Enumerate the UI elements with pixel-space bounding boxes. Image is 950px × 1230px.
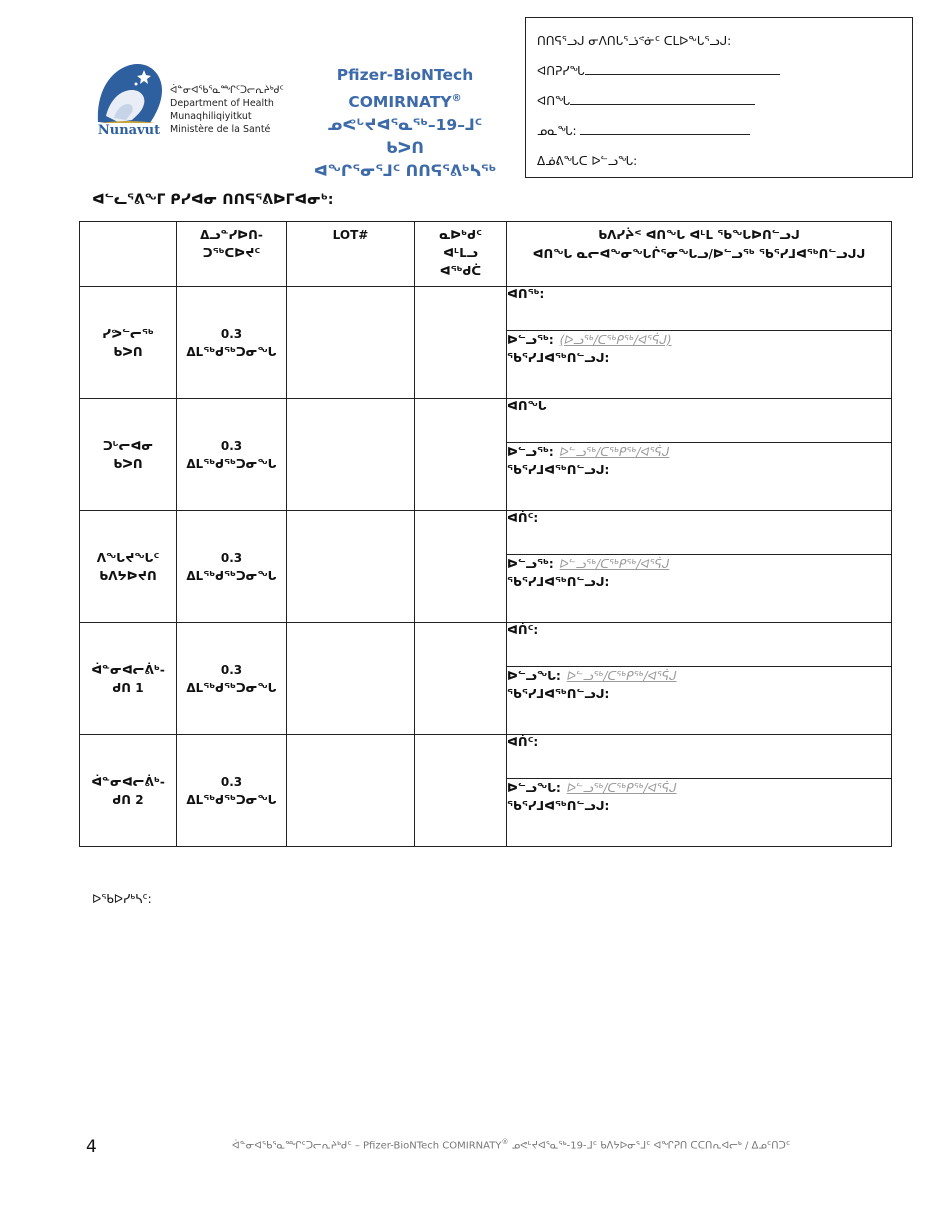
date-label: ᐅᓪᓗᖅ: <box>507 557 554 571</box>
arm-site-cell[interactable] <box>415 287 507 399</box>
provider-signature-cell[interactable] <box>507 735 892 779</box>
info-box-header: ᑎᑎᕋᕐᓗᒍ ᓂᐱᑎᒐᕐᓘᕝᓃᑦ ᑕᒪᐅᖕᒐᕐᓗᒍ: <box>537 34 732 48</box>
date-format-hint: ᐅᓪᓗᖅ/ᑕᖅᑭᖅ/ᐊᕐᕌᒍ <box>559 445 670 459</box>
dose-amount-value: 0.3 <box>220 774 243 789</box>
dose-amount-value: 0.3 <box>220 662 243 677</box>
dose-amount-unit: ᐃᒪᖅᑯᖅᑐᓂᖓ <box>186 792 277 807</box>
header-arm-line-1: ᓇᐅᒃᑯᑦ <box>439 228 482 242</box>
notes-label: ᐅᖃᐅᓯᒃᓴᑦ: <box>92 892 152 906</box>
header-provider <box>507 222 892 287</box>
dose-amount-value: 0.3 <box>220 326 243 341</box>
page-number: 4 <box>86 1137 97 1157</box>
date-time-cell[interactable] <box>507 667 892 735</box>
dose-amount-unit: ᐃᒪᖅᑯᖅᑐᓂᖓ <box>186 344 277 359</box>
header-arm-line-3: ᐊᖅᑯᑖ <box>439 264 482 278</box>
provider-signature-label: ᐊᑏᑦ: <box>507 735 539 749</box>
department-name-inuktitut: ᐋᓐᓂᐊᖃᕐᓇᙱᑦᑐᓕᕆᔨᒃᑯᑦ <box>170 85 284 96</box>
dose-name-line-2: ᑲᐳᑎ <box>113 344 143 359</box>
birth-date-label: ᐃᓅᕕᖓᑕ ᐅᓪᓗᖓ: <box>537 154 638 168</box>
date-label: ᐅᓪᓗᖅ: <box>507 445 554 459</box>
time-label: ᖃᕐᓯᒧᐊᖅᑎᓪᓗᒍ: <box>507 575 610 589</box>
provider-signature-label: ᐊᑏᑦ: <box>507 623 539 637</box>
dose-name-cell <box>80 287 177 399</box>
dose-name-line-2: ᑲᐳᑎ <box>113 456 143 471</box>
date-label: ᐅᓪᓗᖅ: <box>507 333 554 347</box>
arm-site-cell[interactable] <box>415 735 507 847</box>
department-name <box>170 84 284 136</box>
dose-amount-unit: ᐃᒪᖅᑯᖅᑐᓂᖓ <box>186 568 277 583</box>
date-time-cell[interactable] <box>507 779 892 847</box>
dose-amount-cell <box>177 287 287 399</box>
document-title <box>310 64 500 183</box>
provider-signature-label: ᐊᑎᖓ <box>507 399 547 413</box>
date-format-hint: ᐅᓪᓗᖅ/ᑕᖅᑭᖅ/ᐊᕐᕌᒍ <box>566 781 677 795</box>
vaccination-record-table <box>79 221 892 847</box>
dose-amount-cell <box>177 735 287 847</box>
time-label: ᖃᕐᓯᒧᐊᖅᑎᓪᓗᒍ: <box>507 687 610 701</box>
dose-name-cell <box>80 623 177 735</box>
lot-number-cell[interactable] <box>287 735 415 847</box>
footer-text-start: ᐋᓐᓂᐊᖃᕐᓇᙱᑦᑐᓕᕆᔨᒃᑯᑦ – Pfizer-BioNTech COMIRNATY <box>232 1140 502 1152</box>
table-row <box>80 623 892 667</box>
table-row <box>80 287 892 331</box>
registered-mark: ® <box>451 93 462 104</box>
lot-number-cell[interactable] <box>287 287 415 399</box>
title-line-4: ᐊᖏᕐᓂᕐᒧᑦ ᑎᑎᕋᕐᕕᒃᓴᖅ <box>313 162 497 181</box>
time-label: ᖃᕐᓯᒧᐊᖅᑎᓪᓗᒍ: <box>507 799 610 813</box>
date-format-hint: (ᐅᓗᖅ/ᑕᖅᑭᖅ/ᐊᕐᕌᒍ) <box>559 333 672 347</box>
table-row <box>80 735 892 779</box>
date-line <box>507 443 891 461</box>
date-line <box>507 779 891 797</box>
table-row <box>80 399 892 443</box>
dose-name-line-2: ᑲᐱᔭᐅᔪᑎ <box>99 568 157 583</box>
date-line <box>507 555 891 573</box>
department-name-inuinnaqtun: Munaqhiliqiyitkut <box>170 111 252 122</box>
last-name-field[interactable] <box>537 56 901 86</box>
time-label: ᖃᕐᓯᒧᐊᖅᑎᓪᓗᒍ: <box>507 351 610 365</box>
dose-name-line-1: ᓯᕗᓪᓕᖅ <box>102 326 154 341</box>
lot-number-cell[interactable] <box>287 399 415 511</box>
dose-name-line-1: ᑐᒡᓕᐊᓂ <box>102 438 154 453</box>
dose-amount-value: 0.3 <box>220 550 243 565</box>
time-label: ᖃᕐᓯᒧᐊᖅᑎᓪᓗᒍ: <box>507 463 610 477</box>
department-name-french: Ministère de la Santé <box>170 124 271 135</box>
dose-name-line-1: ᐋᓐᓂᐊᓕᕖᒃ- <box>91 662 165 677</box>
department-name-english: Department of Health <box>170 98 274 109</box>
dose-amount-unit: ᐃᒪᖅᑯᖅᑐᓂᖓ <box>186 456 277 471</box>
date-line <box>507 667 891 685</box>
header-blank <box>80 222 177 287</box>
first-name-label: ᐊᑎᖓ <box>537 94 571 108</box>
date-line <box>507 331 891 349</box>
dose-name-line-1: ᐱᖓᔪᖓᑦ <box>96 550 160 565</box>
dose-amount-cell <box>177 623 287 735</box>
table-header-row <box>80 222 892 287</box>
footer-text <box>232 1138 790 1151</box>
provider-signature-label: ᐊᑎᖅ: <box>507 287 545 301</box>
dose-name-cell <box>80 399 177 511</box>
arm-site-cell[interactable] <box>415 399 507 511</box>
dose-name-cell <box>80 511 177 623</box>
provider-signature-cell[interactable] <box>507 511 892 555</box>
dose-name-line-1: ᐋᓐᓂᐊᓕᕖᒃ- <box>91 774 165 789</box>
community-label: ᓄᓇᖓ: <box>537 124 581 138</box>
date-label: ᐅᓪᓗᖓ: <box>507 669 561 683</box>
title-line-3: ᓄᕙᒡᔪᐊᕐᓇᖅ–19–ᒧᑦ ᑲᐳᑎ <box>327 116 483 158</box>
provider-signature-cell[interactable] <box>507 399 892 443</box>
header-dose-amount: ᐃᓗᓐᓯᐅᑎ-ᑐᖅᑕᐅᔪᑦ <box>177 222 287 287</box>
community-line[interactable] <box>580 120 750 135</box>
date-time-cell[interactable] <box>507 443 892 511</box>
dose-amount-cell <box>177 399 287 511</box>
title-product: COMIRNATY <box>348 93 452 112</box>
provider-signature-cell[interactable] <box>507 623 892 667</box>
last-name-line[interactable] <box>585 60 780 75</box>
title-line-2 <box>310 87 500 114</box>
header-arm <box>415 222 507 287</box>
first-name-field[interactable] <box>537 86 901 116</box>
logo-wordmark: Nunavut <box>94 123 164 138</box>
dose-name-line-2: ᑯᑎ 2 <box>112 792 144 807</box>
date-time-cell[interactable] <box>507 331 892 399</box>
title-line-1: Pfizer-BioNTech <box>336 66 474 84</box>
table-body <box>80 287 892 847</box>
header-arm-line-2: ᐊᒻᒪᓗ <box>443 246 478 260</box>
last-name-label: ᐊᑎᕈᓯᖓ <box>537 64 585 78</box>
header-provider-line-2: ᐊᑎᖓ ᓇᓕᐊᖕᓂᖓᒌᕐᓂᖓᓗ/ᐅᓪᓗᖅ ᖃᕐᓯᒧᐊᖅᑎᓪᓗᒍᒍ <box>532 247 866 261</box>
dose-name-line-2: ᑯᑎ 1 <box>112 680 144 695</box>
header-provider-line-1: ᑲᐱᓯᔩᑉ ᐊᑎᖓ ᐊᒻᒪ ᖃᖓᐅᑎᓪᓗᒍ <box>598 228 800 242</box>
section-heading: ᐊᓪᓚᕐᕕᖕᒥ ᑭᓯᐊᓂ ᑎᑎᕋᕐᕕᐅᒥᐊᓂᒃ: <box>92 192 334 208</box>
arm-site-cell[interactable] <box>415 511 507 623</box>
date-format-hint: ᐅᓪᓗᖅ/ᑕᖅᑭᖅ/ᐊᕐᕌᒍ <box>559 557 670 571</box>
lot-number-cell[interactable] <box>287 623 415 735</box>
dose-name-cell <box>80 735 177 847</box>
header-lot: LOT# <box>287 222 415 287</box>
footer-registered-mark: ® <box>501 1138 509 1146</box>
first-name-line[interactable] <box>570 90 755 105</box>
dose-amount-cell <box>177 511 287 623</box>
arm-site-cell[interactable] <box>415 623 507 735</box>
provider-signature-cell[interactable] <box>507 287 892 331</box>
provider-signature-label: ᐊᑏᑦ: <box>507 511 539 525</box>
date-time-cell[interactable] <box>507 555 892 623</box>
lot-number-cell[interactable] <box>287 511 415 623</box>
patient-info-box <box>525 17 913 178</box>
dose-amount-unit: ᐃᒪᖅᑯᖅᑐᓂᖓ <box>186 680 277 695</box>
date-format-hint: ᐅᓪᓗᖅ/ᑕᖅᑭᖅ/ᐊᕐᕌᒍ <box>566 669 677 683</box>
footer-text-end: ᓄᕙᒡᔪᐊᕐᓇᖅ-19-ᒧᑦ ᑲᐱᔭᐅᓂᕐᒧᑦ ᐊᖏᕈᑎ ᑕᑕᑎᕆᐊᓕᒃ / ᐃᓄᑦᑎᑐᑦ <box>508 1140 791 1152</box>
date-label: ᐅᓪᓗᖓ: <box>507 781 561 795</box>
birth-date-field[interactable] <box>537 146 901 176</box>
table-row <box>80 511 892 555</box>
dose-amount-value: 0.3 <box>220 438 243 453</box>
community-field[interactable] <box>537 116 901 146</box>
